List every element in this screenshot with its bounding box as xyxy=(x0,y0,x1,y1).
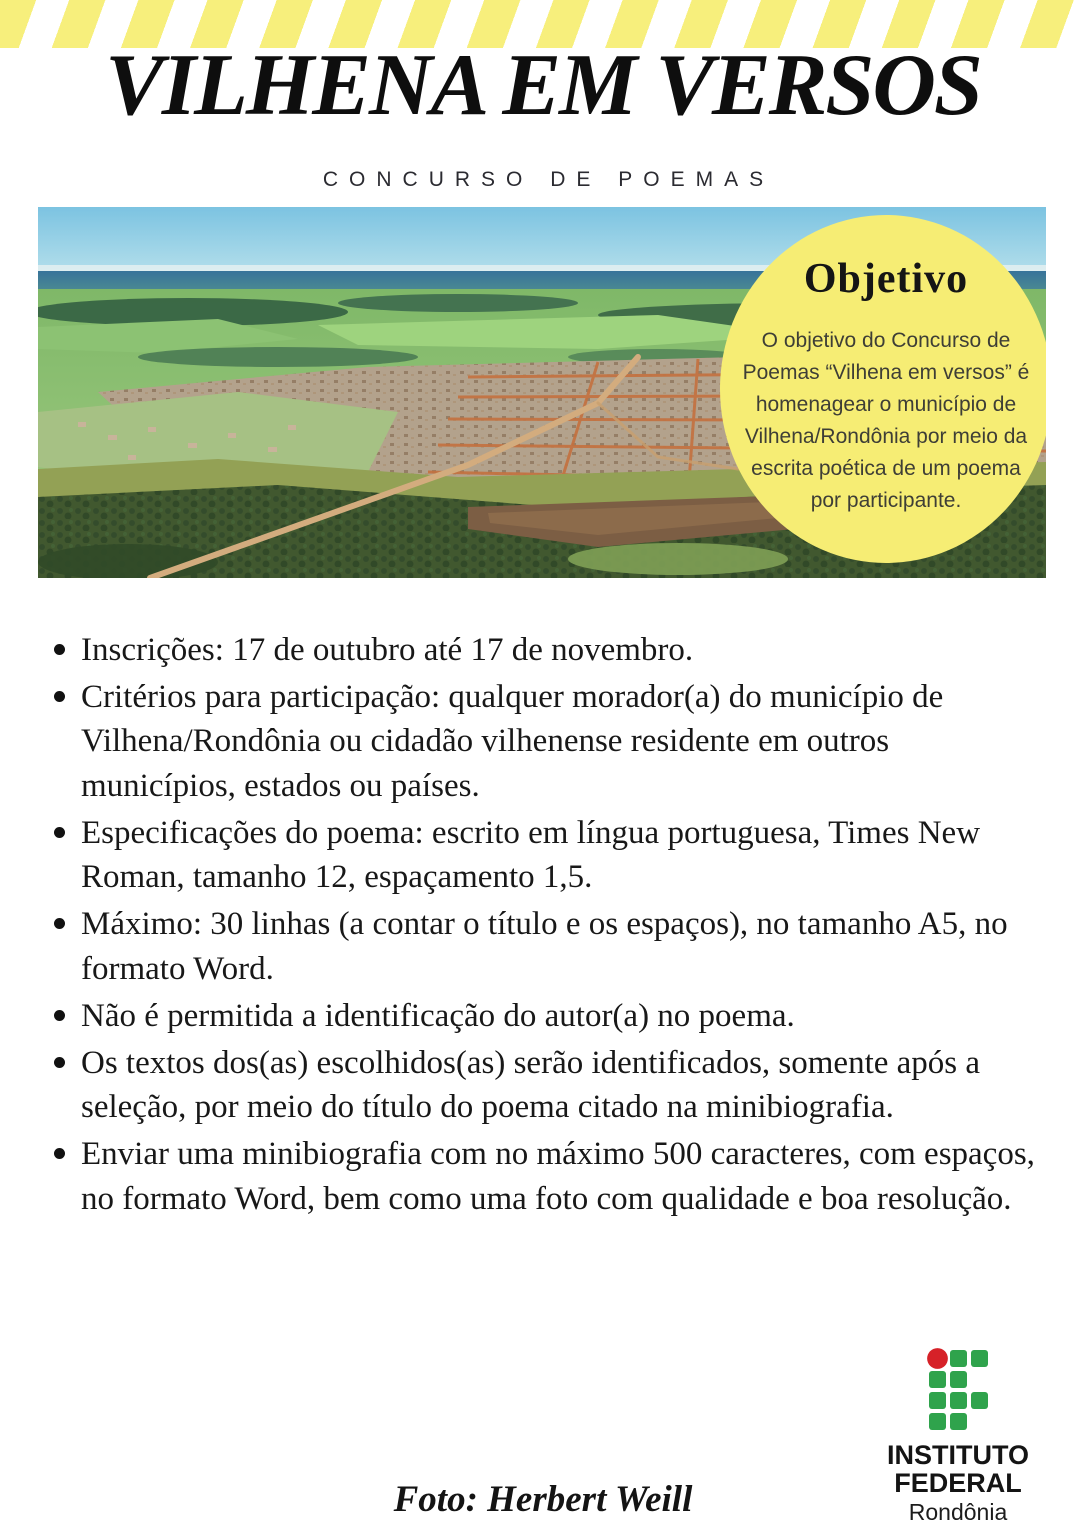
photo-credit: Foto: Herbert Weill xyxy=(393,1479,693,1520)
bullet-dot-icon xyxy=(54,1148,65,1159)
rule-text: Máximo: 30 linhas (a contar o título e os espaços), no tamanho A5, no formato Word. xyxy=(81,906,1008,987)
bullet-dot-icon xyxy=(54,644,65,655)
logo-text-federal: FEDERAL xyxy=(894,1467,1022,1498)
bullet-dot-icon xyxy=(54,1057,65,1068)
rule-text: Critérios para participação: qualquer morador(a) do município de Vilhena/Rondônia ou cidadão vilhenense residente em outros municípios, estados ou países. xyxy=(81,679,944,804)
aerial-photo xyxy=(38,207,1046,578)
rule-item xyxy=(48,675,1040,808)
bullet-dot-icon xyxy=(54,918,65,929)
rule-item xyxy=(48,1041,1040,1129)
page-title: VILHENA EM VERSOS xyxy=(105,37,981,134)
logo-text-rondonia: Rondônia xyxy=(908,1499,1008,1526)
bullet-dot-icon xyxy=(54,827,65,838)
rule-text: Enviar uma minibiografia com no máximo 500 caracteres, com espaços, no formato Word, bem como uma foto com qualidade e boa resolução. xyxy=(81,1136,1035,1217)
bullet-dot-icon xyxy=(54,691,65,702)
objetivo-text: O objetivo do Concurso de Poemas “Vilhena em versos” é homenagear o município de Vilhena/Rondônia por meio da escrita poética de um poema por participante. xyxy=(742,329,1030,512)
if-logo-icon xyxy=(929,1350,988,1430)
rule-item xyxy=(48,994,1040,1038)
rule-item xyxy=(48,811,1040,899)
rule-item xyxy=(48,1132,1040,1220)
clearing xyxy=(568,543,788,575)
objetivo-circle xyxy=(720,215,1046,563)
rule-item xyxy=(48,902,1040,990)
rule-text: Especificações do poema: escrito em língua portuguesa, Times New Roman, tamanho 12, espaçamento 1,5. xyxy=(81,814,981,896)
logo-red-dot xyxy=(927,1348,948,1369)
objetivo-heading: Objetivo xyxy=(803,256,969,302)
rule-text: Não é permitida a identificação do autor(a) no poema. xyxy=(81,997,795,1034)
bullet-dot-icon xyxy=(54,1010,65,1021)
page-subtitle: CONCURSO DE POEMAS xyxy=(322,168,775,191)
rules-list xyxy=(48,628,1040,1224)
rule-text: Os textos dos(as) escolhidos(as) serão identificados, somente após a seleção, por meio do título do poema citado na minibiografia. xyxy=(81,1044,981,1126)
logo-text-instituto: INSTITUTO xyxy=(886,1440,1029,1470)
rule-text: Inscrições: 17 de outubro até 17 de novembro. xyxy=(81,632,694,668)
rule-item xyxy=(48,628,1040,672)
